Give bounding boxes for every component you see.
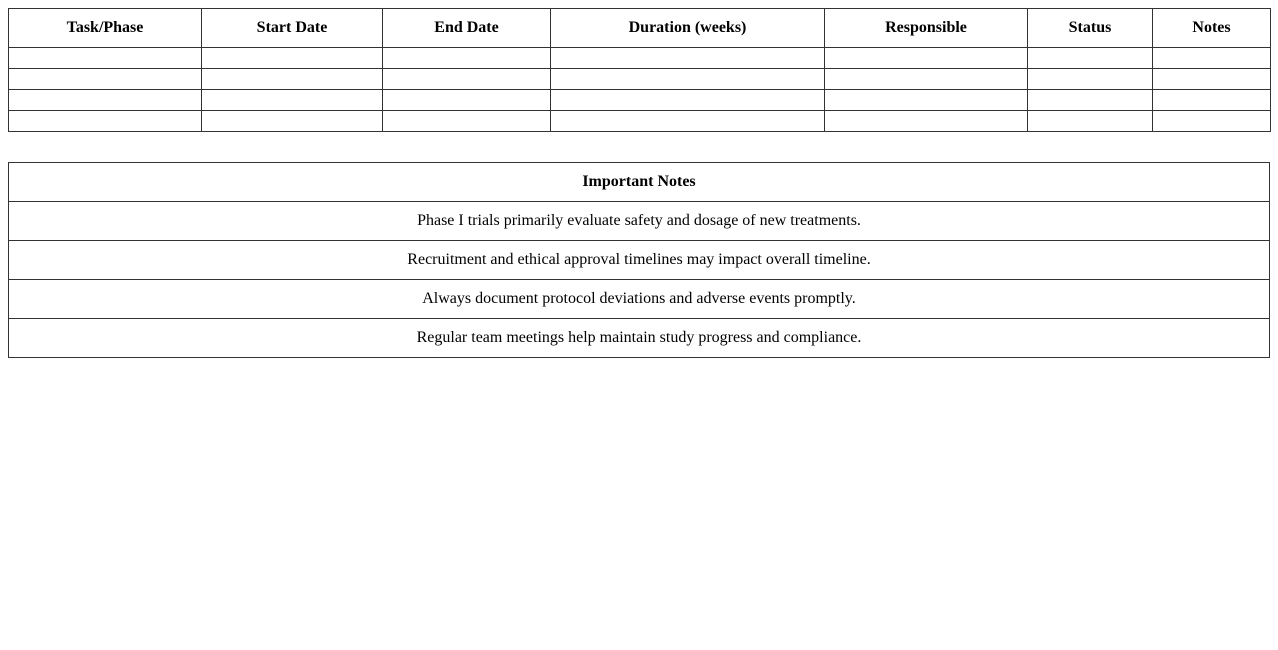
note-item: Regular team meetings help maintain study progress and compliance. (9, 319, 1270, 358)
note-item: Recruitment and ethical approval timelines may impact overall timeline. (9, 241, 1270, 280)
table-cell (1028, 69, 1153, 90)
table-row (9, 48, 1271, 69)
notes-title: Important Notes (9, 163, 1270, 202)
table-cell (551, 48, 825, 69)
table-cell (551, 69, 825, 90)
table-cell (1153, 111, 1271, 132)
table-cell (825, 90, 1028, 111)
table-cell (202, 90, 383, 111)
note-item: Always document protocol deviations and adverse events promptly. (9, 280, 1270, 319)
table-cell (383, 48, 551, 69)
table-cell (1153, 48, 1271, 69)
table-cell (1028, 48, 1153, 69)
table-cell (825, 48, 1028, 69)
note-item: Phase I trials primarily evaluate safety and dosage of new treatments. (9, 202, 1270, 241)
table-row (9, 111, 1271, 132)
notes-header-row (9, 163, 1270, 202)
table-cell (1153, 69, 1271, 90)
table-cell (202, 111, 383, 132)
header-task-phase: Task/Phase (9, 9, 202, 48)
table-cell (383, 111, 551, 132)
header-responsible: Responsible (825, 9, 1028, 48)
header-start-date: Start Date (202, 9, 383, 48)
table-row (9, 69, 1271, 90)
table-cell (9, 111, 202, 132)
table-cell (202, 69, 383, 90)
header-end-date: End Date (383, 9, 551, 48)
table-cell (1153, 90, 1271, 111)
table-cell (825, 69, 1028, 90)
table-cell (202, 48, 383, 69)
schedule-table (8, 8, 1271, 132)
table-cell (9, 69, 202, 90)
table-cell (1028, 111, 1153, 132)
table-cell (551, 90, 825, 111)
schedule-header-row (9, 9, 1271, 48)
note-row (9, 202, 1270, 241)
note-row (9, 319, 1270, 358)
note-row (9, 241, 1270, 280)
table-cell (825, 111, 1028, 132)
table-cell (1028, 90, 1153, 111)
table-row (9, 90, 1271, 111)
table-cell (551, 111, 825, 132)
table-cell (383, 69, 551, 90)
note-row (9, 280, 1270, 319)
table-cell (9, 90, 202, 111)
important-notes-table (8, 162, 1270, 358)
table-cell (9, 48, 202, 69)
header-duration: Duration (weeks) (551, 9, 825, 48)
header-status: Status (1028, 9, 1153, 48)
table-cell (383, 90, 551, 111)
header-notes: Notes (1153, 9, 1271, 48)
